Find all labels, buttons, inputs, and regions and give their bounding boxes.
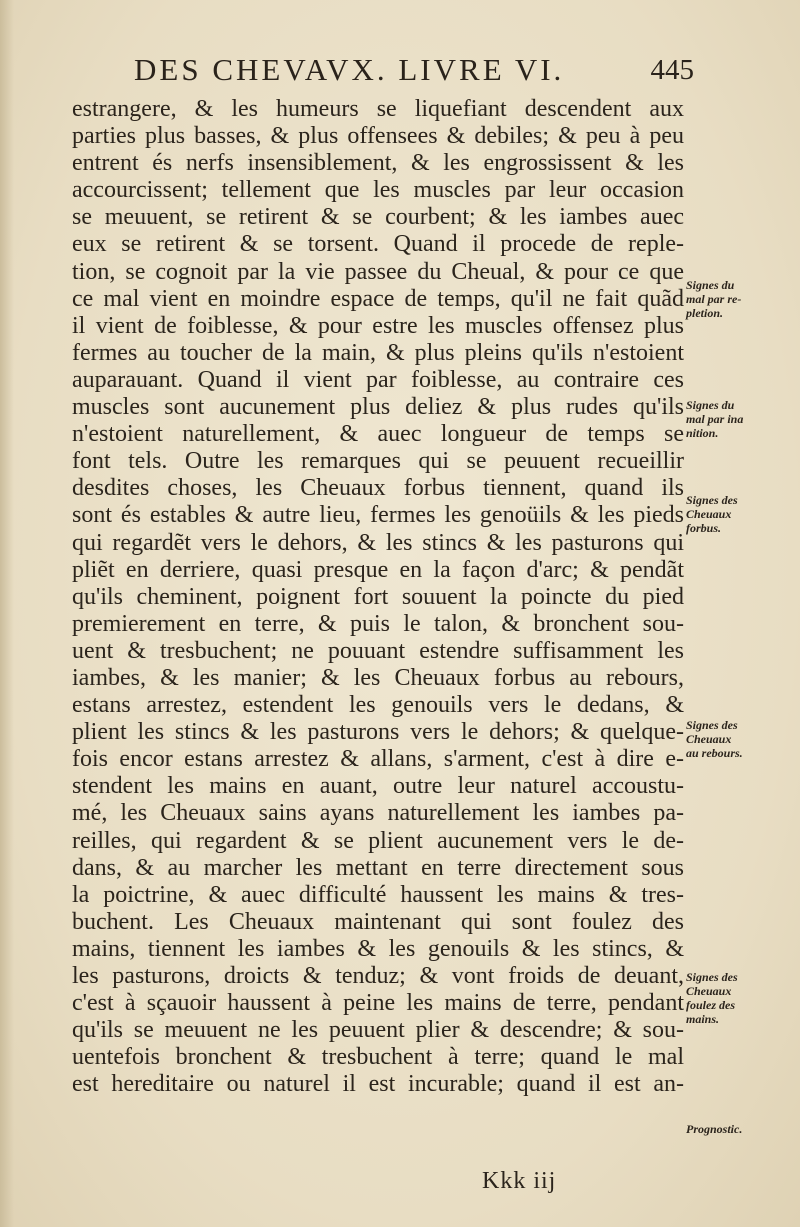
margin-note-line: Cheuaux [686,732,732,746]
text-line: plient les stincs & les pasturons vers le dehors; & quelque- [72,719,684,746]
text-line: estrangere, & les humeurs se liquefiant descendent aux [72,96,684,122]
margin-note-line: au rebours. [686,746,743,760]
margin-note-line: Signes des [686,493,738,507]
signature-mark: Kkk iij [482,1168,557,1194]
text-line: tion, se cognoit par la vie passee du Cheual, & pour ce que [72,258,684,285]
page-edge-shadow [0,0,14,1227]
margin-note [686,718,794,760]
text-line: qu'ils se meuuent ne les peuuent plier & descendre; & sou- [72,1017,684,1044]
text-line: pliẽt en derriere, quasi presque en la façon d'arc; & pendãt [72,556,684,583]
text-line: il vient de foiblesse, & pour estre les muscles offensez plus [72,312,684,339]
margin-note [686,398,794,440]
text-line: mains, tiennent les iambes & les genouils & les stincs, & [72,935,684,962]
text-line: dans, & au marcher les mettant en terre directement sous [72,854,684,881]
margin-note-line: foulez des [686,998,735,1012]
margin-note-line: mal par re- [686,292,742,306]
margin-note [686,278,794,320]
text-line: stendent les mains en auant, outre leur naturel accoustu- [72,773,684,800]
margin-note-line: Cheuaux [686,984,732,998]
text-line: se meuuent, se retirent & se courbent; & les iambes auec [72,204,684,231]
margin-note-line: forbus. [686,521,722,535]
text-line: qui regardẽt vers le dehors, & les stincs & les pasturons qui [72,529,684,556]
text-line: estans arrestez, estendent les genouils vers le dedans, & [72,692,684,719]
text-line: n'estoient naturellement, & auec longueur de temps se [72,421,684,448]
page-header [74,52,694,92]
text-line: les pasturons, droicts & tenduz; & vont froids de deuant, [72,963,684,989]
text-line: parties plus basses, & plus offensees & debiles; & peu à peu [72,123,684,150]
margin-note-line: mal par ina [686,412,744,426]
text-line: iambes, & les manier; & les Cheuaux forbus au rebours, [72,664,684,691]
text-line: premierement en terre, & puis le talon, & bronchent sou- [72,610,684,637]
text-line: ce mal vient en moindre espace de temps, qu'il ne fait quãd [72,285,684,312]
margin-note-line: nition. [686,426,719,440]
margin-note [686,1122,794,1136]
margin-note-line: Signes du [686,398,735,412]
body-text [72,96,684,1098]
margin-note-line: pletion. [686,306,724,320]
text-line: sont és estables & autre lieu, fermes les genoüils & les pieds [72,502,684,529]
text-line: reilles, qui regardent & se plient aucunement vers le de- [72,827,684,854]
margin-note-line: Signes des [686,718,738,732]
text-line: buchent. Les Cheuaux maintenant qui sont foulez des [72,908,684,935]
text-line: accourcissent; tellement que les muscles par leur occasion [72,177,684,204]
text-line: muscles sont aucunement plus deliez & plus rudes qu'ils [72,394,684,421]
margin-note [686,970,794,1026]
text-line: fois encor estans arrestez & allans, s'arment, c'est à dire e- [72,746,684,773]
text-line: est hereditaire ou naturel il est incurable; quand il est an- [72,1071,684,1098]
margin-notes [686,0,796,1227]
text-line: entrent és nerfs insensiblement, & les engrossissent & les [72,150,684,177]
text-line: fermes au toucher de la main, & plus pleins qu'ils n'estoient [72,339,684,366]
text-line: c'est à sçauoir haussent à peine les mains de terre, pendant [72,990,684,1017]
margin-note-line: mains. [686,1012,720,1026]
text-line: desdites choses, les Cheuaux forbus tiennent, quand ils [72,475,684,502]
text-line: mé, les Cheuaux sains ayans naturellement les iambes pa- [72,800,684,827]
margin-note [686,493,794,535]
text-line: uent & tresbuchent; ne pouuant estendre suffisamment les [72,637,684,664]
text-line: auparauant. Quand il vient par foiblesse, au contraire ces [72,366,684,393]
margin-note-line: Prognostic. [686,1122,743,1136]
margin-note-line: Cheuaux [686,507,732,521]
running-head: DES CHEVAVX. LIVRE VI. [134,52,565,87]
text-line: eux se retirent & se torsent. Quand il procede de reple- [72,231,684,258]
text-line: uentefois bronchent & tresbuchent à terre; quand le mal [72,1044,684,1071]
margin-note-line: Signes du [686,278,735,292]
margin-note-line: Signes des [686,970,738,984]
text-line: la poictrine, & auec difficulté haussent les mains & tres- [72,881,684,908]
text-line: qu'ils cheminent, poignent fort souuent la poincte du pied [72,583,684,610]
page-number: 445 [650,54,694,86]
text-line: font tels. Outre les remarques qui se peuuent recueillir [72,448,684,475]
